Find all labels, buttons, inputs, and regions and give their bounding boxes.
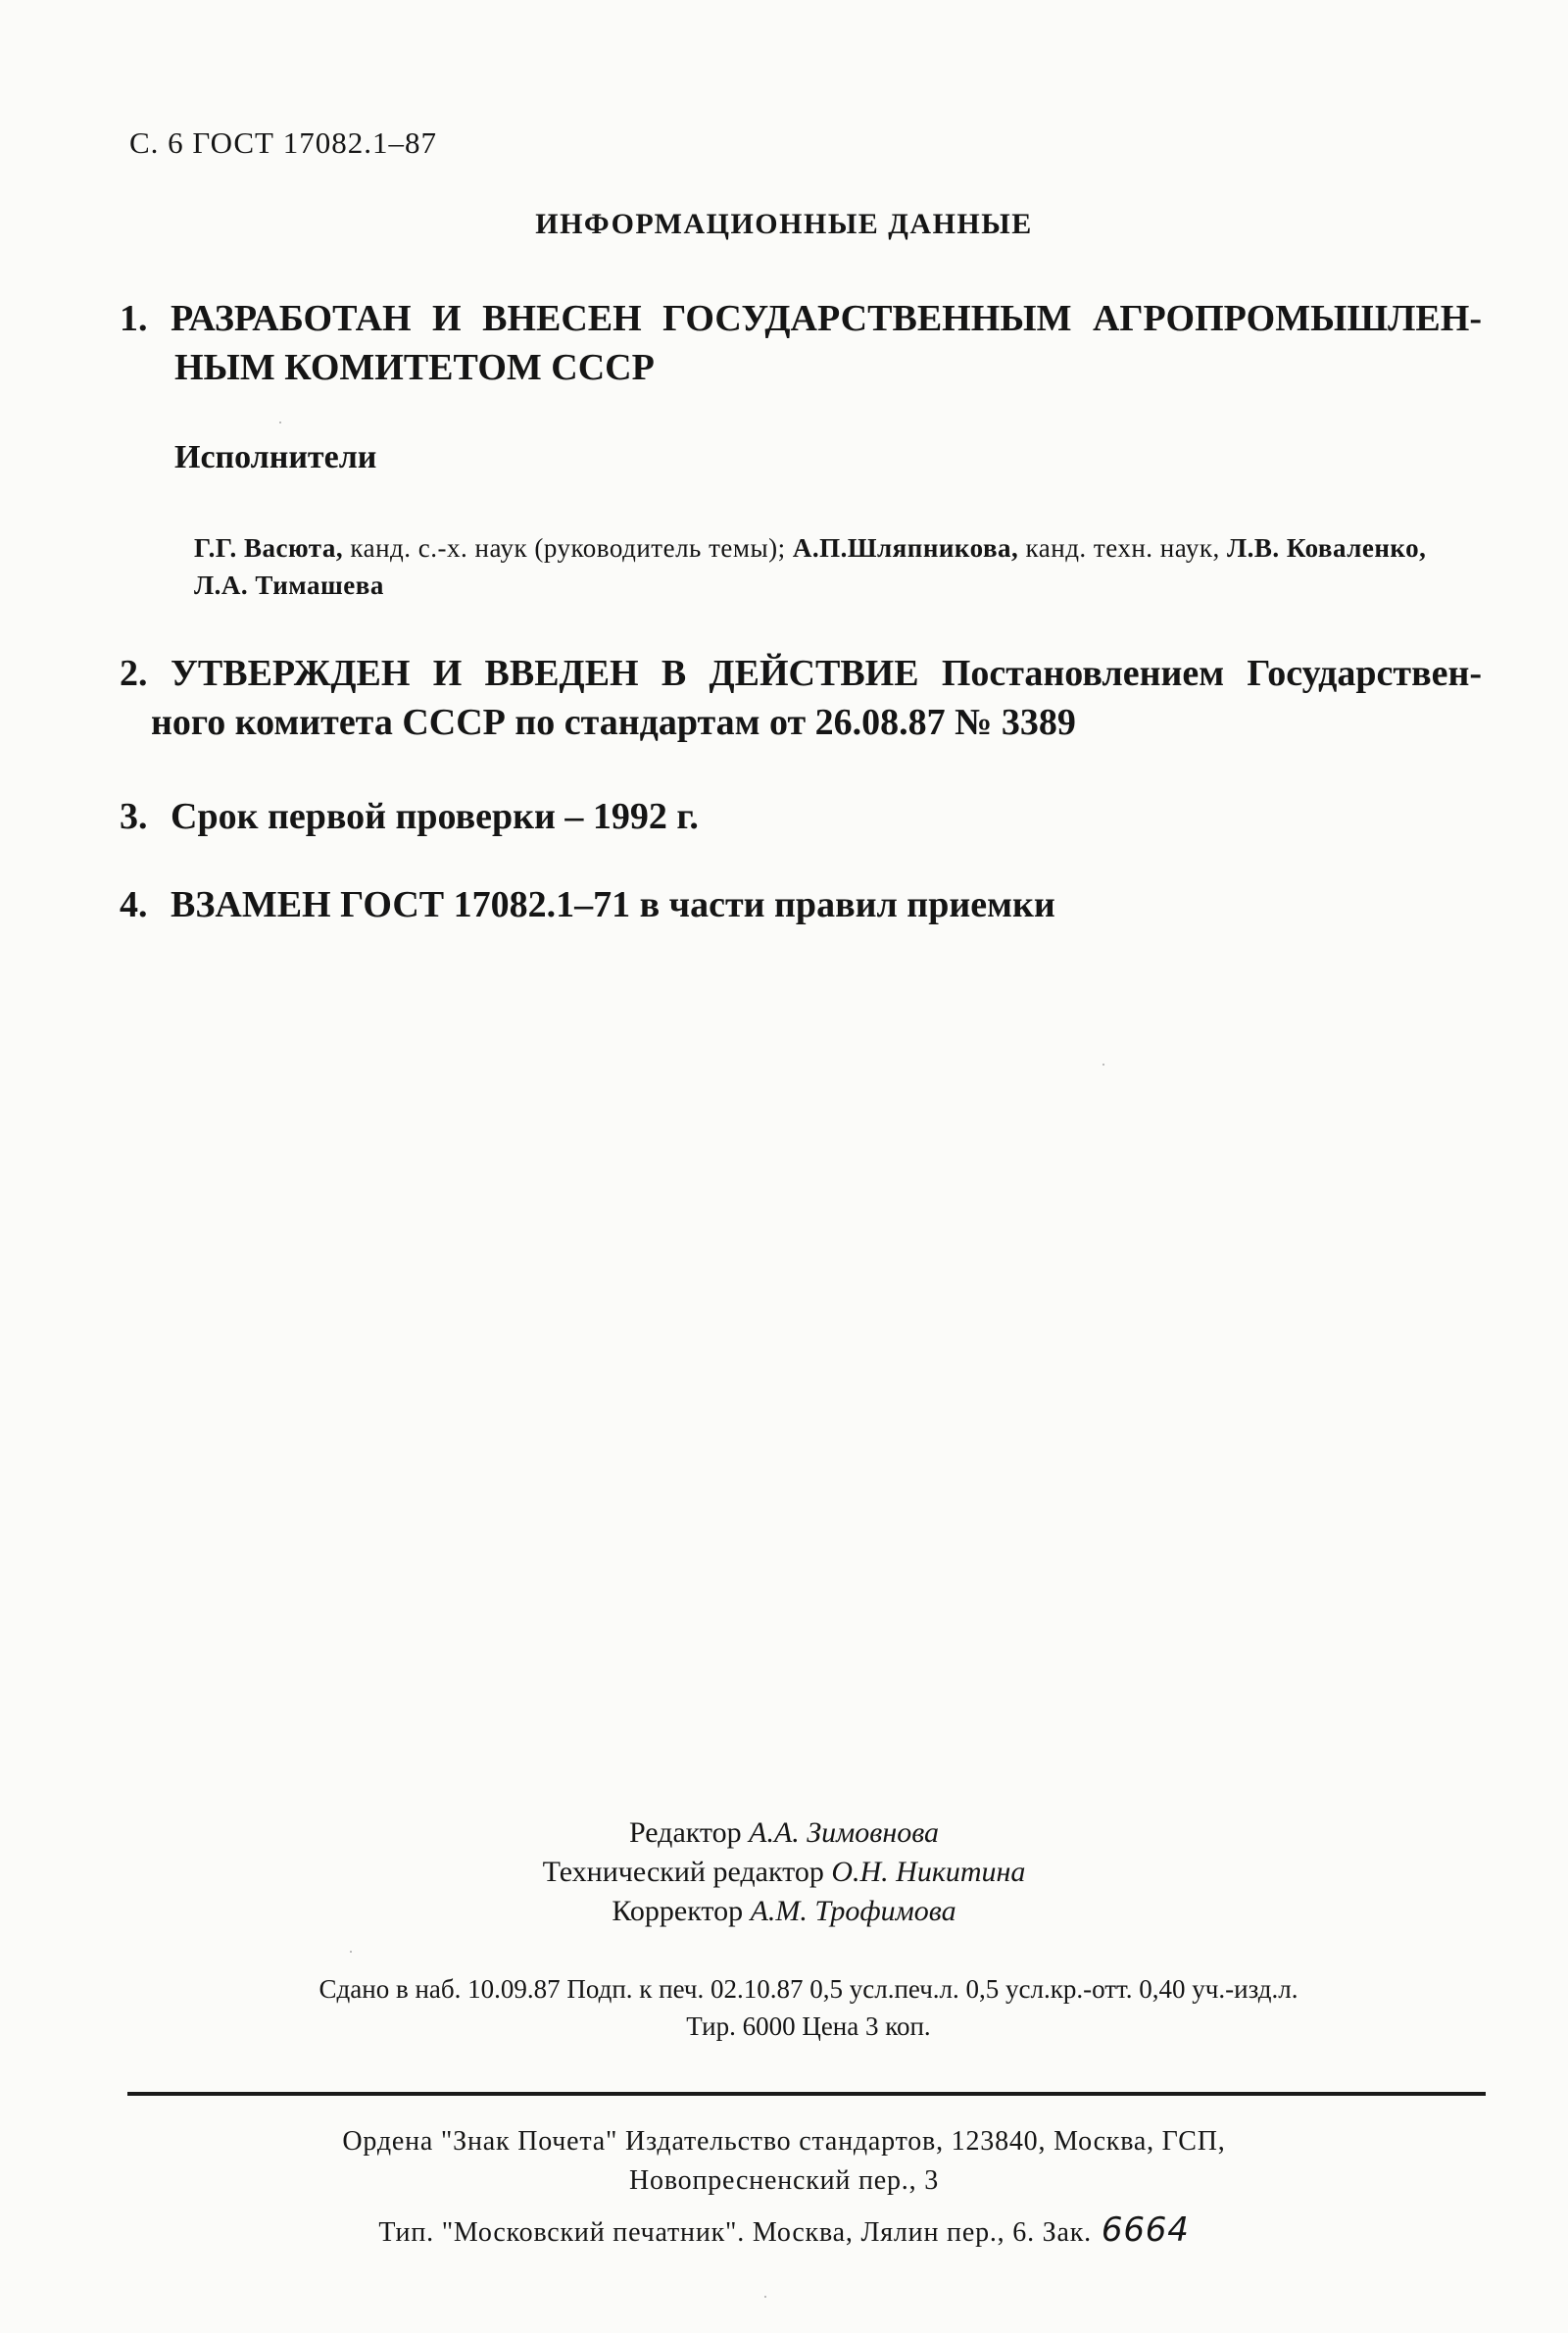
proofreader-name: А.М. Трофимова	[750, 1895, 956, 1927]
handwritten-order-number: 6664	[1101, 2210, 1190, 2250]
item-4-text: ВЗАМЕН ГОСТ 17082.1–71 в части правил приемки	[171, 884, 1055, 925]
editor-label: Редактор	[628, 1816, 742, 1849]
proofreader-row	[0, 1892, 1568, 1931]
tech-editor-label: Технический редактор	[542, 1856, 824, 1888]
info-title: ИНФОРМАЦИОННЫЕ ДАННЫЕ	[535, 208, 1033, 240]
scan-speck	[350, 1951, 352, 1953]
item-2-line-1	[120, 649, 1482, 698]
item-2-lead: УТВЕРЖДЕН И ВВЕДЕН В ДЕЙСТВИЕ	[171, 653, 919, 694]
item-number: 1.	[120, 298, 148, 339]
item-1-text-line-1: РАЗРАБОТАН И ВНЕСЕН ГОСУДАРСТВЕННЫМ АГРОПРОМЫШЛЕН-	[171, 298, 1482, 339]
publisher-block	[0, 2122, 1568, 2201]
item-1-text-line-2: НЫМ КОМИТЕТОМ СССР	[174, 347, 655, 388]
item-number: 4.	[120, 884, 148, 925]
executor-name: А.П.Шляпникова,	[792, 533, 1019, 563]
item-number: 2.	[120, 653, 148, 694]
info-item-4	[120, 880, 1482, 929]
editor-row	[0, 1813, 1568, 1853]
item-3-text: Срок первой проверки – 1992 г.	[171, 796, 699, 837]
info-item-3	[120, 792, 1482, 841]
tech-editor-name: О.Н. Никитина	[831, 1856, 1026, 1888]
executor-role: канд. техн. наук,	[1025, 533, 1220, 563]
printer-line	[0, 2210, 1568, 2250]
editor-name: А.А. Зимовнова	[749, 1816, 940, 1849]
imprint-line-1: Сдано в наб. 10.09.87 Подп. к печ. 02.10.87 0,5 усл.печ.л. 0,5 усл.кр.-отт. 0,40 уч.-изд.л.	[318, 1974, 1298, 2004]
divider-rule	[127, 2092, 1486, 2096]
imprint-line-2: Тир. 6000 Цена 3 коп.	[686, 2011, 931, 2041]
executor-name: Л.В. Коваленко,	[1226, 533, 1427, 563]
scan-speck	[764, 2296, 766, 2298]
imprint-block	[132, 1970, 1485, 2045]
scan-speck	[279, 422, 281, 423]
item-1-line-1	[120, 294, 1482, 343]
executor-name: Л.А. Тимашева	[194, 571, 384, 600]
item-number: 3.	[120, 796, 148, 837]
proofreader-label: Корректор	[612, 1895, 744, 1927]
executor-role: канд. с.-х. наук (руководитель темы);	[350, 533, 786, 563]
publisher-line-2: Новопресненский пер., 3	[629, 2165, 939, 2196]
info-item-1	[120, 294, 1482, 392]
publisher-line-1: Ордена "Знак Почета" Издательство стандартов, 123840, Москва, ГСП,	[342, 2126, 1226, 2157]
item-2-line-1-rest: Постановлением Государствен-	[941, 653, 1483, 694]
running-head: С. 6 ГОСТ 17082.1–87	[129, 125, 437, 160]
printer-text: Тип. "Московский печатник". Москва, Лялин пер., 6. Зак.	[378, 2217, 1092, 2248]
executors-label: Исполнители	[174, 439, 377, 475]
executors-list	[194, 529, 1484, 604]
info-item-2	[120, 649, 1482, 747]
scan-speck	[1102, 1064, 1104, 1066]
item-2-text-line-2: ного комитета СССР по стандартам от 26.08.87 № 3389	[151, 702, 1076, 743]
credits-block	[0, 1813, 1568, 1931]
tech-editor-row	[0, 1853, 1568, 1892]
executor-name: Г.Г. Васюта,	[194, 533, 344, 563]
